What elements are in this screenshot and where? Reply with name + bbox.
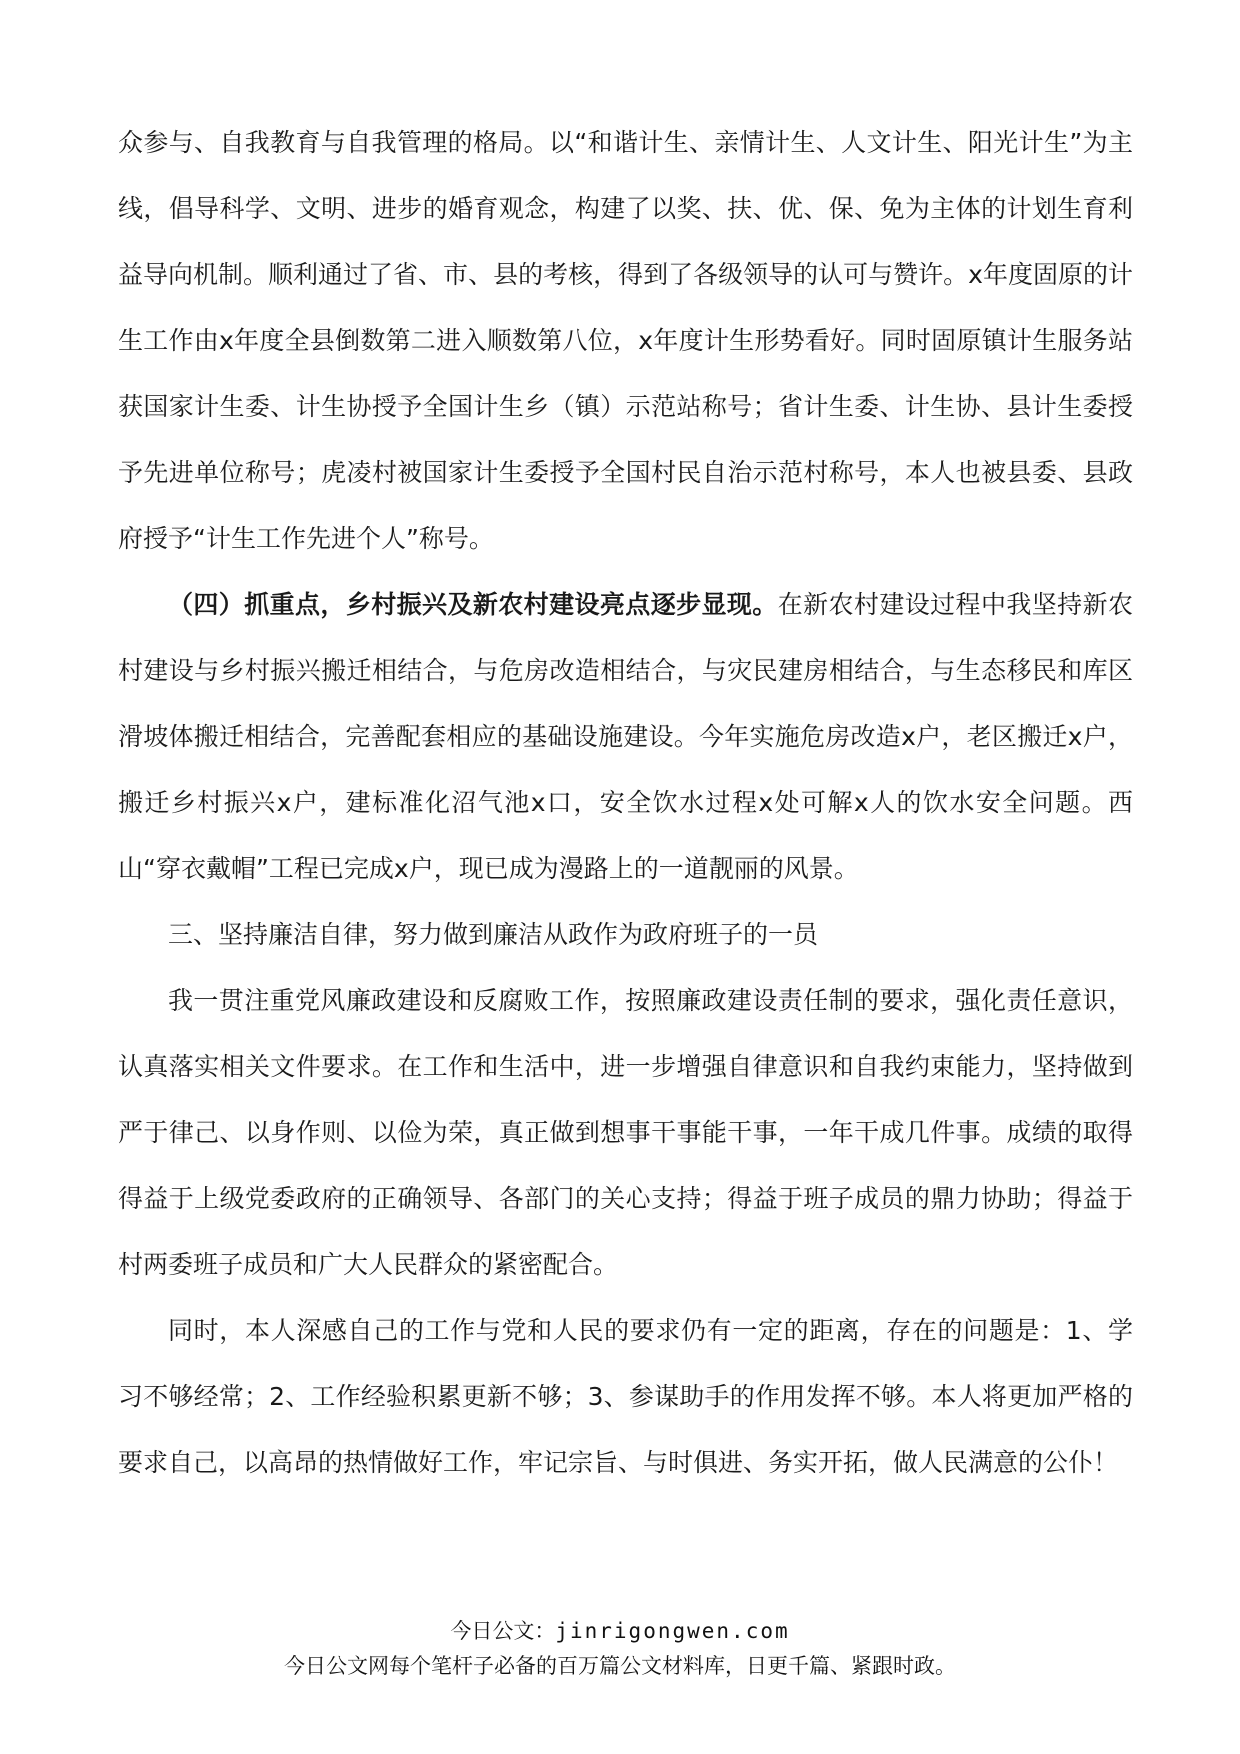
- section-four-body: 在新农村建设过程中我坚持新农村建设与乡村振兴搬迁相结合，与危房改造相结合，与灾民建房相结合，与生态移民和库区滑坡体搬迁相结合，完善配套相应的基础设施建设。今年实施危房改造x户，老区搬迁x户，搬迁乡村振兴x户，建标准化沼气池x口，安全饮水过程x处可解x人的饮水安全问题。西山“穿衣戴帽”工程已完成x户，现已成为漫路上的一道靓丽的风景。: [118, 590, 1133, 883]
- footer-site-label: 今日公文：: [450, 1619, 556, 1643]
- paragraph-integrity: 我一贯注重党风廉政建设和反腐败工作，按照廉政建设责任制的要求，强化责任意识，认真落实相关文件要求。在工作和生活中，进一步增强自律意识和自我约束能力，坚持做到严于律己、以身作则、以俭为荣，真正做到想事干事能干事，一年干成几件事。成绩的取得得益于上级党委政府的正确领导、各部门的关心支持；得益于班子成员的鼎力协助；得益于村两委班子成员和广大人民群众的紧密配合。: [118, 986, 1133, 1279]
- section-three-heading: 三、坚持廉洁自律，努力做到廉洁从政作为政府班子的一员: [168, 920, 819, 949]
- footer-site-url[interactable]: jinrigongwen.com: [555, 1619, 790, 1643]
- document-body: [118, 110, 1133, 1496]
- paragraph-continuation: 众参与、自我教育与自我管理的格局。以“和谐计生、亲情计生、人文计生、阳光计生”为主线，倡导科学、文明、进步的婚育观念，构建了以奖、扶、优、保、免为主体的计划生育利益导向机制。顺利通过了省、市、县的考核，得到了各级领导的认可与赞许。x年度固原的计生工作由x年度全县倒数第二进入顺数第八位，x年度计生形势看好。同时固原镇计生服务站获国家计生委、计生协授予全国计生乡（镇）示范站称号；省计生委、计生协、县计生委授予先进单位称号；虎凌村被国家计生委授予全国村民自治示范村称号，本人也被县委、县政府授予“计生工作先进个人”称号。: [118, 128, 1133, 553]
- section-four-heading: （四）抓重点，乡村振兴及新农村建设亮点逐步显现。: [168, 590, 778, 619]
- footer-site: [0, 1615, 1240, 1645]
- paragraph-shortcomings: 同时，本人深感自己的工作与党和人民的要求仍有一定的距离，存在的问题是：1、学习不够经常；2、工作经验积累更新不够；3、参谋助手的作用发挥不够。本人将更加严格的要求自己，以高昂的热情做好工作，牢记宗旨、与时俱进、务实开拓，做人民满意的公仆！: [118, 1316, 1133, 1477]
- paragraph-section-four: [118, 572, 1133, 902]
- footer-slogan: 今日公文网每个笔杆子必备的百万篇公文材料库，日更千篇、紧跟时政。: [284, 1654, 956, 1678]
